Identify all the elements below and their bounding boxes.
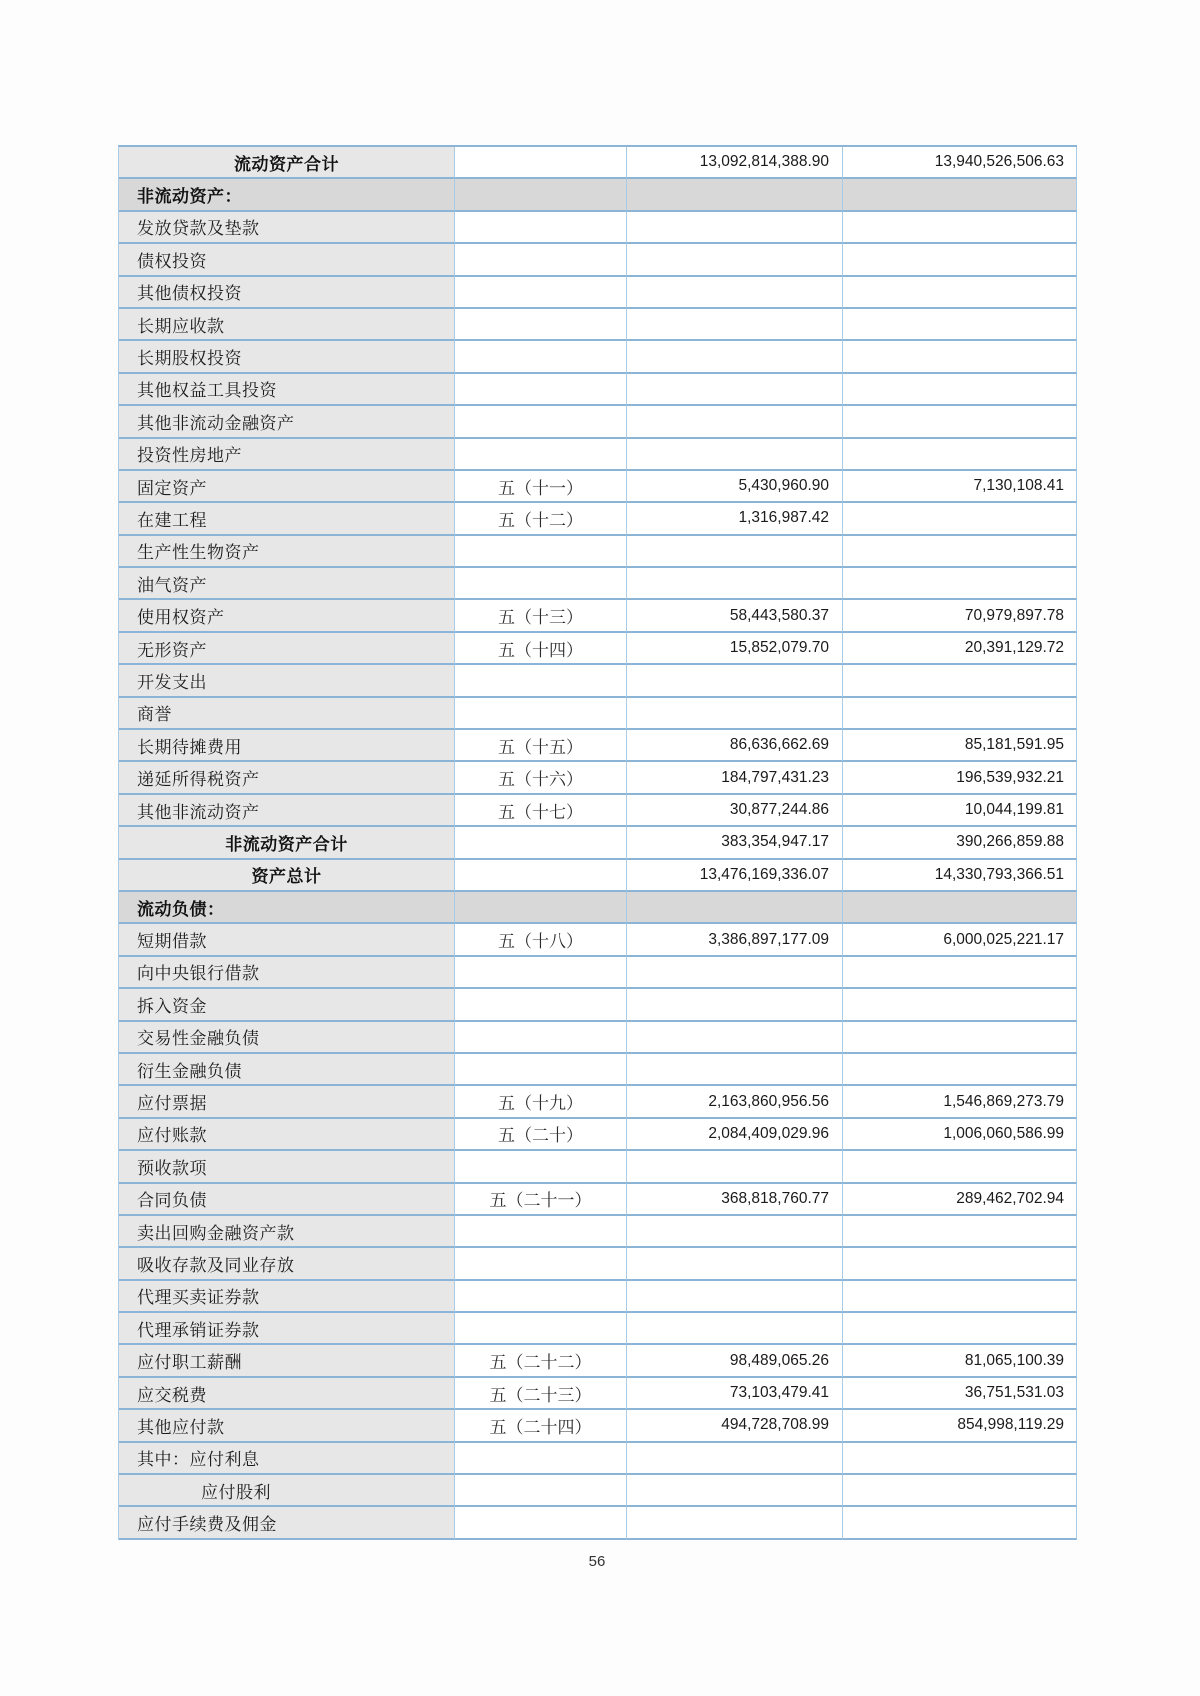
current-amount-cell <box>627 1054 843 1086</box>
table-row <box>119 471 1077 503</box>
item-label-cell: 油气资产 <box>119 568 455 600</box>
current-amount-cell: 13,476,169,336.07 <box>627 860 843 892</box>
current-amount-cell <box>627 212 843 244</box>
note-ref-cell <box>455 698 627 730</box>
note-ref-cell <box>455 827 627 859</box>
item-label-cell: 其他权益工具投资 <box>119 374 455 406</box>
item-label-cell: 应付股利 <box>119 1475 455 1507</box>
item-label-cell: 资产总计 <box>119 860 455 892</box>
item-label-cell: 长期应收款 <box>119 309 455 341</box>
current-amount-cell <box>627 179 843 211</box>
item-label-cell: 其中：应付利息 <box>119 1443 455 1475</box>
prior-amount-cell: 10,044,199.81 <box>843 795 1077 827</box>
item-label-cell: 应交税费 <box>119 1378 455 1410</box>
note-ref-cell: 五（十四） <box>455 633 627 665</box>
note-ref-cell <box>455 1507 627 1539</box>
table-row <box>119 633 1077 665</box>
table-row <box>119 1248 1077 1280</box>
table-row <box>119 795 1077 827</box>
item-label-cell: 衍生金融负债 <box>119 1054 455 1086</box>
current-amount-cell <box>627 1281 843 1313</box>
table-row <box>119 1410 1077 1442</box>
item-label-cell: 流动资产合计 <box>119 147 455 179</box>
table-row <box>119 1507 1077 1539</box>
prior-amount-cell <box>843 341 1077 373</box>
table-row <box>119 147 1077 179</box>
note-ref-cell <box>455 1443 627 1475</box>
prior-amount-cell <box>843 1507 1077 1539</box>
current-amount-cell: 98,489,065.26 <box>627 1345 843 1377</box>
prior-amount-cell: 36,751,531.03 <box>843 1378 1077 1410</box>
prior-amount-cell <box>843 439 1077 471</box>
current-amount-cell: 2,163,860,956.56 <box>627 1086 843 1118</box>
item-label-cell: 在建工程 <box>119 503 455 535</box>
current-amount-cell <box>627 957 843 989</box>
current-amount-cell: 13,092,814,388.90 <box>627 147 843 179</box>
note-ref-cell <box>455 1022 627 1054</box>
table-row <box>119 989 1077 1021</box>
note-ref-cell <box>455 309 627 341</box>
item-label-cell: 非流动资产合计 <box>119 827 455 859</box>
note-ref-cell <box>455 277 627 309</box>
table-row <box>119 1475 1077 1507</box>
item-label-cell: 递延所得税资产 <box>119 762 455 794</box>
note-ref-cell <box>455 957 627 989</box>
table-row <box>119 212 1077 244</box>
note-ref-cell <box>455 341 627 373</box>
note-ref-cell <box>455 568 627 600</box>
note-ref-cell: 五（十八） <box>455 924 627 956</box>
current-amount-cell <box>627 536 843 568</box>
table-row <box>119 1443 1077 1475</box>
item-label-cell: 吸收存款及同业存放 <box>119 1248 455 1280</box>
current-amount-cell <box>627 568 843 600</box>
item-label-cell: 商誉 <box>119 698 455 730</box>
prior-amount-cell: 6,000,025,221.17 <box>843 924 1077 956</box>
item-label-cell: 应付账款 <box>119 1119 455 1151</box>
item-label-cell: 其他应付款 <box>119 1410 455 1442</box>
item-label-cell: 合同负债 <box>119 1184 455 1216</box>
current-amount-cell <box>627 1216 843 1248</box>
note-ref-cell <box>455 179 627 211</box>
current-amount-cell <box>627 341 843 373</box>
item-label-cell: 长期股权投资 <box>119 341 455 373</box>
prior-amount-cell <box>843 1216 1077 1248</box>
prior-amount-cell: 1,546,869,273.79 <box>843 1086 1077 1118</box>
section-header-row <box>119 179 1077 211</box>
current-amount-cell: 368,818,760.77 <box>627 1184 843 1216</box>
note-ref-cell <box>455 1475 627 1507</box>
current-amount-cell: 5,430,960.90 <box>627 471 843 503</box>
prior-amount-cell: 85,181,591.95 <box>843 730 1077 762</box>
current-amount-cell: 2,084,409,029.96 <box>627 1119 843 1151</box>
prior-amount-cell: 70,979,897.78 <box>843 600 1077 632</box>
item-label-cell: 向中央银行借款 <box>119 957 455 989</box>
prior-amount-cell: 196,539,932.21 <box>843 762 1077 794</box>
table-row <box>119 957 1077 989</box>
note-ref-cell <box>455 374 627 406</box>
prior-amount-cell: 854,998,119.29 <box>843 1410 1077 1442</box>
item-label-cell: 短期借款 <box>119 924 455 956</box>
table-row <box>119 1313 1077 1345</box>
table-row <box>119 762 1077 794</box>
item-label-cell: 债权投资 <box>119 244 455 276</box>
current-amount-cell <box>627 1022 843 1054</box>
current-amount-cell <box>627 892 843 924</box>
note-ref-cell <box>455 244 627 276</box>
note-ref-cell <box>455 989 627 1021</box>
item-label-cell: 长期待摊费用 <box>119 730 455 762</box>
note-ref-cell: 五（十五） <box>455 730 627 762</box>
prior-amount-cell: 390,266,859.88 <box>843 827 1077 859</box>
item-label-cell: 生产性生物资产 <box>119 536 455 568</box>
item-label-cell: 交易性金融负债 <box>119 1022 455 1054</box>
prior-amount-cell <box>843 1281 1077 1313</box>
item-label-cell: 代理买卖证券款 <box>119 1281 455 1313</box>
current-amount-cell <box>627 406 843 438</box>
item-label-cell: 卖出回购金融资产款 <box>119 1216 455 1248</box>
item-label-cell: 其他非流动资产 <box>119 795 455 827</box>
prior-amount-cell: 7,130,108.41 <box>843 471 1077 503</box>
current-amount-cell <box>627 244 843 276</box>
prior-amount-cell <box>843 568 1077 600</box>
item-label-cell: 拆入资金 <box>119 989 455 1021</box>
table-row <box>119 1086 1077 1118</box>
prior-amount-cell <box>843 406 1077 438</box>
current-amount-cell: 73,103,479.41 <box>627 1378 843 1410</box>
note-ref-cell: 五（二十） <box>455 1119 627 1151</box>
table-row <box>119 374 1077 406</box>
note-ref-cell: 五（十九） <box>455 1086 627 1118</box>
table-row <box>119 503 1077 535</box>
table-row <box>119 406 1077 438</box>
prior-amount-cell <box>843 179 1077 211</box>
prior-amount-cell <box>843 244 1077 276</box>
item-label-cell: 非流动资产： <box>119 179 455 211</box>
table-row <box>119 600 1077 632</box>
note-ref-cell: 五（二十四） <box>455 1410 627 1442</box>
current-amount-cell: 58,443,580.37 <box>627 600 843 632</box>
current-amount-cell: 86,636,662.69 <box>627 730 843 762</box>
prior-amount-cell <box>843 1054 1077 1086</box>
current-amount-cell <box>627 1313 843 1345</box>
table-row <box>119 1281 1077 1313</box>
prior-amount-cell <box>843 1443 1077 1475</box>
note-ref-cell <box>455 665 627 697</box>
balance-sheet-section <box>118 145 1076 1540</box>
current-amount-cell <box>627 698 843 730</box>
note-ref-cell: 五（十三） <box>455 600 627 632</box>
current-amount-cell: 494,728,708.99 <box>627 1410 843 1442</box>
prior-amount-cell <box>843 536 1077 568</box>
note-ref-cell: 五（十七） <box>455 795 627 827</box>
note-ref-cell <box>455 212 627 244</box>
prior-amount-cell: 289,462,702.94 <box>843 1184 1077 1216</box>
table-row <box>119 1151 1077 1183</box>
note-ref-cell: 五（十六） <box>455 762 627 794</box>
item-label-cell: 应付职工薪酬 <box>119 1345 455 1377</box>
current-amount-cell <box>627 1443 843 1475</box>
prior-amount-cell <box>843 212 1077 244</box>
current-amount-cell <box>627 1151 843 1183</box>
balance-sheet-table <box>118 145 1077 1540</box>
item-label-cell: 应付手续费及佣金 <box>119 1507 455 1539</box>
prior-amount-cell: 81,065,100.39 <box>843 1345 1077 1377</box>
prior-amount-cell <box>843 503 1077 535</box>
item-label-cell: 其他非流动金融资产 <box>119 406 455 438</box>
table-row <box>119 1184 1077 1216</box>
table-row <box>119 1022 1077 1054</box>
prior-amount-cell <box>843 277 1077 309</box>
note-ref-cell: 五（二十二） <box>455 1345 627 1377</box>
note-ref-cell <box>455 439 627 471</box>
prior-amount-cell <box>843 374 1077 406</box>
current-amount-cell <box>627 309 843 341</box>
table-row <box>119 277 1077 309</box>
current-amount-cell <box>627 1507 843 1539</box>
item-label-cell: 使用权资产 <box>119 600 455 632</box>
item-label-cell: 投资性房地产 <box>119 439 455 471</box>
note-ref-cell: 五（二十三） <box>455 1378 627 1410</box>
note-ref-cell <box>455 1054 627 1086</box>
prior-amount-cell <box>843 698 1077 730</box>
page-number: 56 <box>588 1553 606 1570</box>
prior-amount-cell <box>843 1022 1077 1054</box>
table-row <box>119 439 1077 471</box>
current-amount-cell <box>627 665 843 697</box>
note-ref-cell <box>455 1216 627 1248</box>
table-row <box>119 698 1077 730</box>
table-row <box>119 568 1077 600</box>
current-amount-cell <box>627 1248 843 1280</box>
note-ref-cell: 五（十二） <box>455 503 627 535</box>
table-row <box>119 1119 1077 1151</box>
note-ref-cell <box>455 1248 627 1280</box>
table-row <box>119 536 1077 568</box>
table-row <box>119 309 1077 341</box>
table-row <box>119 860 1077 892</box>
prior-amount-cell <box>843 892 1077 924</box>
current-amount-cell: 30,877,244.86 <box>627 795 843 827</box>
current-amount-cell <box>627 439 843 471</box>
item-label-cell: 代理承销证券款 <box>119 1313 455 1345</box>
prior-amount-cell: 14,330,793,366.51 <box>843 860 1077 892</box>
prior-amount-cell <box>843 1248 1077 1280</box>
table-row <box>119 341 1077 373</box>
item-label-cell: 应付票据 <box>119 1086 455 1118</box>
table-row <box>119 244 1077 276</box>
item-label-cell: 无形资产 <box>119 633 455 665</box>
note-ref-cell <box>455 860 627 892</box>
table-row <box>119 827 1077 859</box>
prior-amount-cell: 13,940,526,506.63 <box>843 147 1077 179</box>
table-row <box>119 1216 1077 1248</box>
prior-amount-cell <box>843 309 1077 341</box>
note-ref-cell: 五（二十一） <box>455 1184 627 1216</box>
prior-amount-cell: 20,391,129.72 <box>843 633 1077 665</box>
prior-amount-cell <box>843 989 1077 1021</box>
item-label-cell: 开发支出 <box>119 665 455 697</box>
item-label-cell: 其他债权投资 <box>119 277 455 309</box>
prior-amount-cell <box>843 1313 1077 1345</box>
note-ref-cell <box>455 1313 627 1345</box>
note-ref-cell <box>455 406 627 438</box>
item-label-cell: 流动负债： <box>119 892 455 924</box>
current-amount-cell <box>627 1475 843 1507</box>
current-amount-cell: 383,354,947.17 <box>627 827 843 859</box>
note-ref-cell <box>455 536 627 568</box>
prior-amount-cell <box>843 957 1077 989</box>
current-amount-cell: 3,386,897,177.09 <box>627 924 843 956</box>
item-label-cell: 固定资产 <box>119 471 455 503</box>
note-ref-cell: 五（十一） <box>455 471 627 503</box>
table-row <box>119 665 1077 697</box>
note-ref-cell <box>455 1281 627 1313</box>
table-row <box>119 1378 1077 1410</box>
table-row <box>119 730 1077 762</box>
section-header-row <box>119 892 1077 924</box>
note-ref-cell <box>455 892 627 924</box>
prior-amount-cell: 1,006,060,586.99 <box>843 1119 1077 1151</box>
note-ref-cell <box>455 1151 627 1183</box>
table-row <box>119 924 1077 956</box>
current-amount-cell <box>627 989 843 1021</box>
prior-amount-cell <box>843 665 1077 697</box>
prior-amount-cell <box>843 1151 1077 1183</box>
note-ref-cell <box>455 147 627 179</box>
current-amount-cell <box>627 374 843 406</box>
table-row <box>119 1054 1077 1086</box>
table-row <box>119 1345 1077 1377</box>
current-amount-cell: 1,316,987.42 <box>627 503 843 535</box>
current-amount-cell: 184,797,431.23 <box>627 762 843 794</box>
item-label-cell: 发放贷款及垫款 <box>119 212 455 244</box>
item-label-cell: 预收款项 <box>119 1151 455 1183</box>
balance-sheet-body <box>119 147 1077 1540</box>
current-amount-cell: 15,852,079.70 <box>627 633 843 665</box>
current-amount-cell <box>627 277 843 309</box>
prior-amount-cell <box>843 1475 1077 1507</box>
